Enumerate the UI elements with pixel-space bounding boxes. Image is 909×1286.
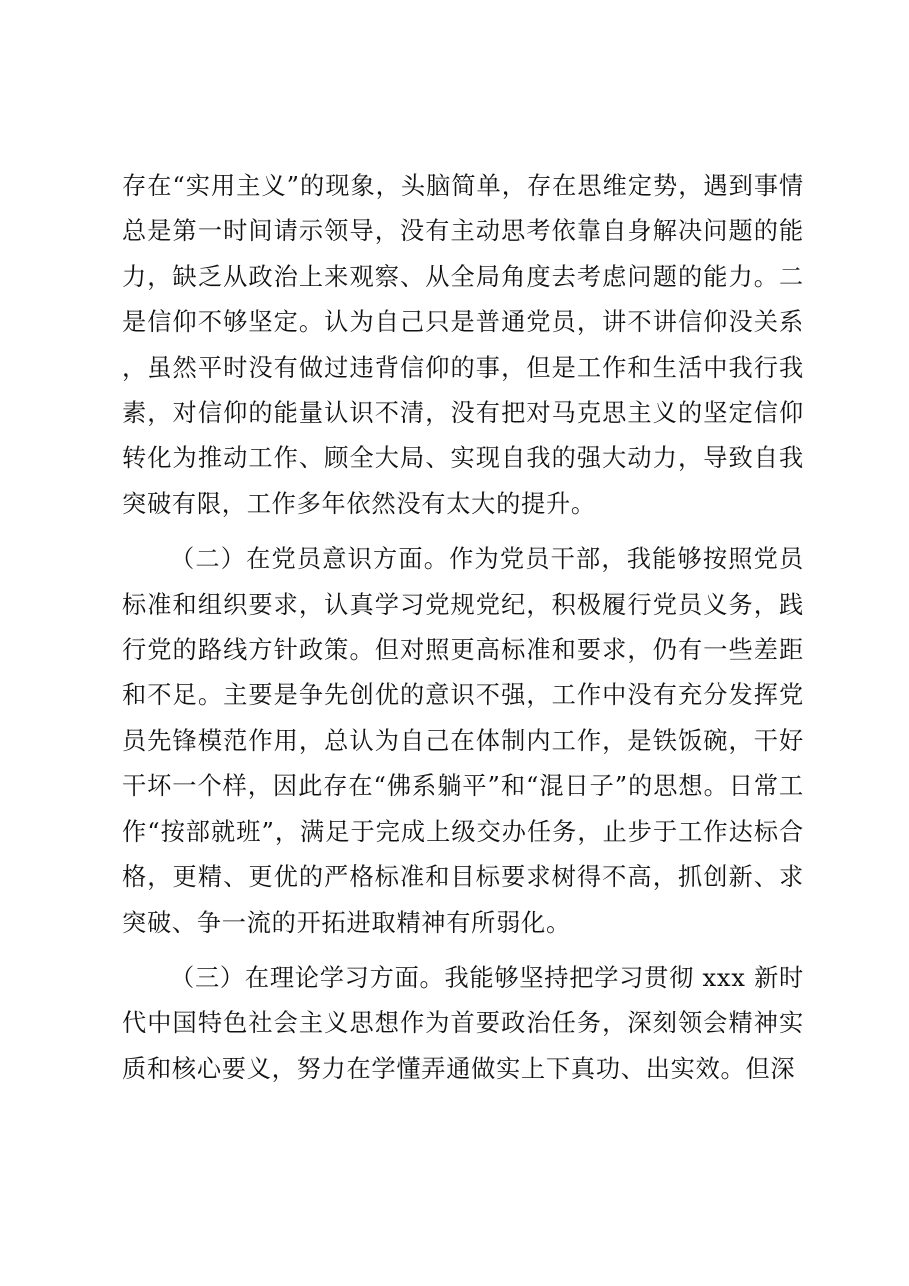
paragraph-theory-study: （三）在理论学习方面。我能够坚持把学习贯彻 xxx 新时代中国特色社会主义思想作为首要政治任务，深刻领会精神实质和核心要义，努力在学懂弄通做实上下真功、出实效。但深 (122, 963, 804, 1083)
paragraph-continuation: 存在“实用主义”的现象，头脑简单，存在思维定势，遇到事情总是第一时间请示领导，没有主动思考依靠自身解决问题的能力，缺乏从政治上来观察、从全局角度去考虑问题的能力。二是信仰不够坚定。认为自己只是普通党员，讲不讲信仰没关系，虽然平时没有做过违背信仰的事，但是工作和生活中我行我素，对信仰的能量认识不清，没有把对马克思主义的坚定信仰转化为推动工作、顾全大局、实现自我的强大动力，导致自我突破有限，工作多年依然没有太大的提升。 (122, 172, 804, 518)
document-body (122, 164, 804, 1092)
paragraph-party-member-awareness: （二）在党员意识方面。作为党员干部，我能够按照党员标准和组织要求，认真学习党规党纪，积极履行党员义务，践行党的路线方针政策。但对照更高标准和要求，仍有一些差距和不足。主要是争先创优的意识不强，工作中没有充分发挥党员先锋模范作用，总认为自己在体制内工作，是铁饭碗，干好干坏一个样，因此存在“佛系躺平”和“混日子”的思想。日常工作“按部就班”，满足于完成上级交办任务，止步于工作达标合格，更精、更优的严格标准和目标要求树得不高，抓创新、求突破、争一流的开拓进取精神有所弱化。 (122, 545, 804, 937)
